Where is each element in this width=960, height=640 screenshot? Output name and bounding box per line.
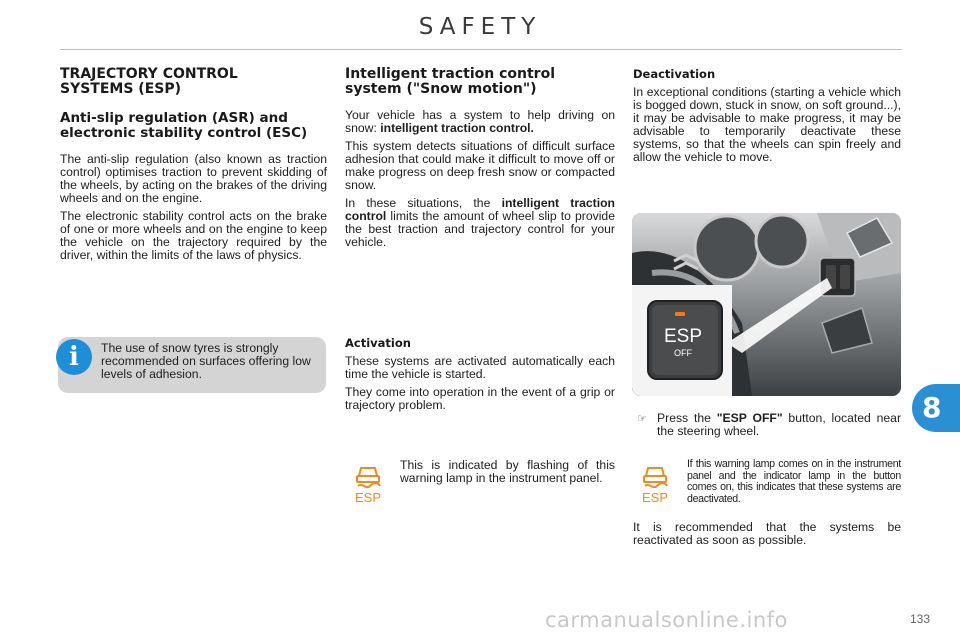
esp-lamp-label-right: ESP	[641, 490, 669, 504]
snow-intro-text: Your vehicle has a system to help driving on snow:	[345, 108, 615, 135]
paragraph-snow-limit	[345, 197, 615, 249]
esp-lamp-label: ESP	[354, 490, 382, 504]
section-heading-esp: TRAJECTORY CONTROL SYSTEMS (ESP)	[60, 66, 238, 97]
column-right	[633, 67, 901, 164]
watermark: carmanualsonline.info	[545, 608, 788, 632]
snow-intro-bold: intelligent traction control.	[380, 121, 534, 135]
snow-limit-post: limits the amount of wheel slip to provide the best traction and trajectory control for your vehicle.	[345, 209, 615, 249]
deactivation-heading: Deactivation	[633, 67, 716, 81]
section-heading-snow-motion: Intelligent traction control system ("Snow motion")	[345, 66, 555, 97]
title-divider	[60, 49, 902, 50]
press-button-instruction	[637, 412, 901, 438]
chapter-tab: 8	[912, 384, 960, 432]
paragraph-asr: The anti-slip regulation (also known as traction control) optimises traction to prevent skidding of the wheels, by acting on the brakes of the driving wheels and on the engine.	[60, 152, 327, 205]
page-number: 133	[910, 612, 931, 626]
column-middle	[345, 67, 615, 249]
info-icon: i	[56, 339, 92, 375]
activation-block	[345, 336, 615, 412]
page-title: SAFETY	[418, 14, 542, 40]
snow-limit-bold: intelligent traction control	[345, 196, 615, 223]
column-left	[60, 67, 327, 262]
paragraph-snow-intro	[345, 109, 615, 135]
lamp-description: This is indicated by flashing of this warning lamp in the instrument panel.	[400, 458, 615, 485]
press-post: button, located near the steering wheel.	[657, 411, 902, 438]
paragraph-snow-detect: This system detects situations of difficult surface adhesion that could make it difficult to move off or make progress on deep fresh snow or compacted snow.	[345, 139, 615, 192]
deactivation-paragraph: In exceptional conditions (starting a vehicle which is bogged down, stuck in snow, on soft ground...), it may be advisable to make progress, it may be advisable to temporarily deactivate these systems, so that the wheels can spin freely and allow the vehicle to move.	[633, 85, 901, 164]
press-pre: Press the	[657, 411, 717, 425]
lamp-deactivated-note: If this warning lamp comes on in the instrument panel and the indicator lamp in the button comes on, this indicates that these systems are deactivated.	[687, 458, 901, 505]
snow-limit-pre: In these situations, the	[345, 196, 502, 210]
pointing-hand-icon: ☞	[637, 413, 647, 425]
photo-button-label-off: OFF	[674, 348, 692, 358]
esp-deactivated-lamp-icon	[637, 460, 673, 509]
activation-paragraph-2: They come into operation in the event of a grip or trajectory problem.	[345, 385, 615, 412]
subsection-heading-asr-esc: Anti-slip regulation (ASR) and electronic stability control (ESC)	[60, 110, 308, 141]
esp-off-button-photo	[632, 213, 901, 396]
paragraph-esc: The electronic stability control acts on the brake of one or more wheels and on the engine to keep the vehicle on the trajectory required by the driver, within the limits of the laws of physics.	[60, 209, 327, 262]
press-bold: "ESP OFF"	[716, 411, 783, 425]
activation-heading: Activation	[345, 336, 411, 350]
esp-warning-lamp-icon	[350, 460, 386, 509]
photo-button-label-esp: ESP	[663, 326, 703, 347]
press-button-text	[657, 412, 901, 438]
activation-paragraph-1: These systems are activated automatically each time the vehicle is started.	[345, 354, 615, 381]
info-text: The use of snow tyres is strongly recommended on surfaces offering low levels of adhesion.	[101, 341, 311, 381]
reactivation-recommendation: It is recommended that the systems be reactivated as soon as possible.	[633, 520, 901, 547]
